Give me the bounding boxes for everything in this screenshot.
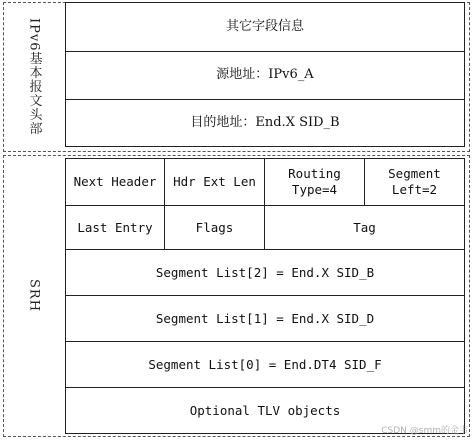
segment-list-0-cell: Segment List[0] = End.DT4 SID_F	[65, 341, 465, 388]
segment-list-1-cell: Segment List[1] = End.X SID_D	[65, 295, 465, 342]
destination-address-cell: 目的地址：End.X SID_B	[65, 99, 465, 147]
ipv6-header-label-text: IPv6基本报文头部	[26, 18, 42, 136]
segment-left-cell: Segment Left=2	[364, 158, 465, 206]
next-header-cell: Next Header	[65, 158, 165, 206]
last-entry-cell: Last Entry	[65, 205, 165, 250]
srh-label	[3, 155, 65, 437]
watermark: CSDN @smm的金韦	[381, 426, 468, 436]
tag-cell: Tag	[264, 205, 465, 250]
optional-tlv-cell: Optional TLV objects	[65, 387, 465, 434]
segment-list-2-cell: Segment List[2] = End.X SID_B	[65, 249, 465, 296]
source-address-cell: 源地址：IPv6_A	[65, 51, 465, 100]
other-fields-cell: 其它字段信息	[65, 2, 465, 52]
ipv6-header-label	[3, 2, 65, 152]
flags-cell: Flags	[164, 205, 265, 250]
srh-label-text: SRH	[26, 279, 42, 313]
hdr-ext-len-cell: Hdr Ext Len	[164, 158, 265, 206]
routing-type-cell: Routing Type=4	[264, 158, 365, 206]
